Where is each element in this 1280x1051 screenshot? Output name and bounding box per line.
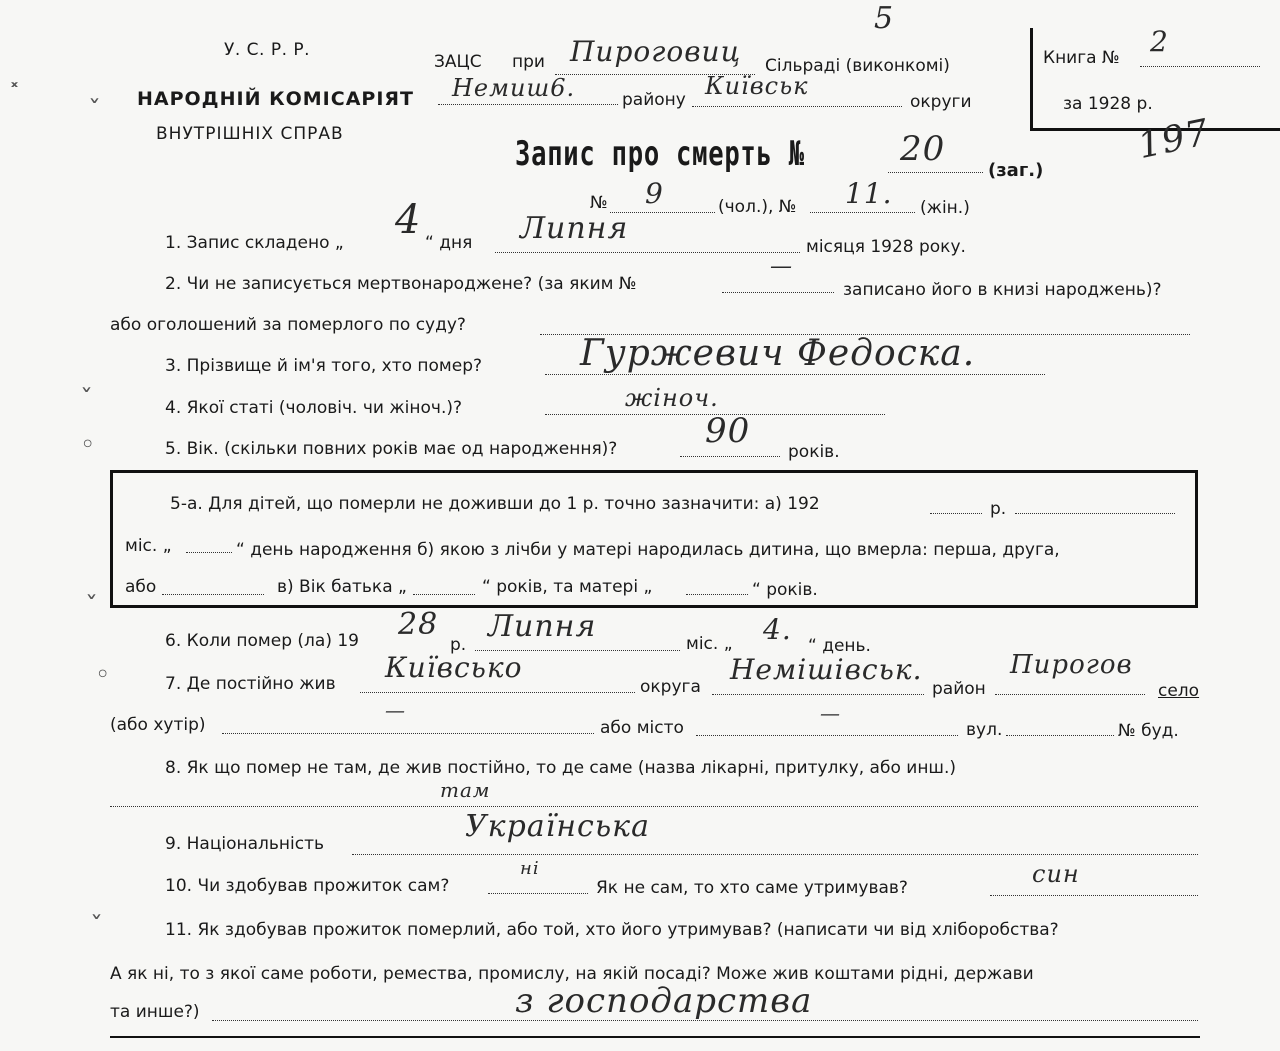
zags-prefix: ЗАЦС [434,52,482,72]
field-3-value-handwritten: Гуржевич Федоска. [580,333,976,374]
field-7b-misto: або місто [600,718,684,738]
book-label: Книга № [1043,48,1120,68]
field-1-day-handwritten: 4 [395,197,422,243]
field-8-line [110,806,1198,807]
field-7b-line [222,733,594,734]
field-1-end: місяця 1928 року. [806,237,966,257]
district-label: району [622,90,686,110]
punch-mark: ˇ [85,592,98,622]
field-7b-dash2: — [820,701,841,725]
field-7-label: 7. Де постійно жив [165,674,336,694]
field-3-label: 3. Прізвище й ім'я того, хто помер? [165,356,483,376]
field-9-line [352,854,1198,855]
field-7b-vul: вул. [966,720,1003,740]
field-10-label: 10. Чи здобував прожиток сам? [165,876,450,896]
male-count-handwritten: 9 [645,177,664,210]
district-handwritten: Немиш6. [452,74,576,102]
department-label: ВНУТРІШНІХ СПРАВ [156,124,344,144]
book-year: за 1928 р. [1063,94,1153,114]
field-11-line2: А як ні, то з якої саме роботи, ремества, промислу, на якій посаді? Може жив коштами рідні, держави [110,964,1034,984]
field-5a-line3b: в) Вік батька „ [277,577,407,597]
female-count-handwritten: 11. [845,177,893,210]
field-6-mis: міс. „ [686,634,733,654]
field-7b-bud: № буд. [1118,721,1179,741]
field-5a-line1-tail [1015,513,1175,514]
field-5a-line3d: “ років. [752,580,818,600]
punch-mark: ˇ [88,96,101,126]
field-3-line [545,374,1045,375]
field-5-end: років. [788,442,840,462]
field-10-value-handwritten: ні [520,858,540,879]
field-2b-label: або оголошений за померлого по суду? [110,315,466,335]
book-number-line [1140,66,1260,67]
field-6-month-handwritten: Липня [488,609,597,644]
field-11-line3: та инше?) [110,1002,200,1022]
book-number-handwritten: 2 [1150,25,1169,58]
record-title: Запис про смерть № [515,134,805,174]
field-4-label: 4. Якої статі (чоловіч. чи жіноч.)? [165,398,463,418]
okrug-handwritten: Київськ [705,72,809,100]
field-5a-line1: 5-а. Для дітей, що померли не доживши до 1 р. точно зазначити: а) 192 [170,494,820,514]
no-label: № [590,193,608,213]
zags-suffix: Сільраді (виконкомі) [765,56,950,76]
field-1-month-handwritten: Липня [520,211,629,246]
field-5a-line3a: або [125,577,157,597]
field-2-end: записано його в книзі народжень)? [843,280,1162,300]
field-5a-month-line [186,552,232,553]
field-7-rayon-label: район [932,679,986,699]
field-5a-line2b: “ день народження б) якою з лічби у матері народилась дитина, що вмерла: перша, друга, [236,540,1060,560]
punch-mark: ˇ [90,912,103,942]
punch-mark: ˟ [8,80,21,110]
field-9-label: 9. Національність [165,834,325,854]
male-label: (чол.), № [718,197,797,217]
female-label: (жін.) [920,198,970,218]
field-6-end: “ день. [808,636,871,656]
field-5-line [680,456,780,457]
field-9-value-handwritten: Українська [465,809,650,844]
field-5a-year-line [930,513,982,514]
record-number-handwritten: 20 [900,129,946,169]
field-5a-father-line [413,594,475,595]
child-box [110,470,1198,608]
field-2-line [722,292,834,293]
female-count-line [810,212,915,213]
okrug-label: округи [910,92,972,112]
field-7-selo-handwritten: Пирогов [1010,650,1133,680]
okrug-line [692,106,902,107]
field-7-rayon-line [712,694,924,695]
commissariat-label: НАРОДНІЙ КОМІСАРІЯТ [137,88,414,110]
field-6-label: 6. Коли помер (ла) 19 [165,631,359,651]
field-10-line2 [990,895,1198,896]
punch-mark: ˇ [80,385,93,415]
field-7-selo-label: село [1158,681,1200,701]
field-10-mid: Як не сам, то хто саме утримував? [596,878,908,898]
field-7-okrug-handwritten: Київсько [385,651,523,684]
field-8-value-handwritten: там [440,778,491,802]
field-11-line1: 11. Як здобував прожиток померлий, або той, хто його утримував? (написати чи від хліборобства? [165,920,1059,940]
field-4-value-handwritten: жіноч. [625,384,719,412]
field-7-okrug-line [360,692,635,693]
punch-mark: ◦ [95,660,111,690]
punch-mark: ◦ [80,430,96,460]
field-7b-label: (або хутір) [110,715,206,735]
field-7-rayon-handwritten: Немішівськ. [730,653,923,686]
field-1-label: 1. Запис складено „ [165,233,344,253]
record-suffix: (заг.) [988,160,1044,181]
field-1-month-line [495,252,800,253]
field-6-r: р. [450,635,467,655]
field-5a-other-line [162,594,264,595]
bottom-rule [110,1036,1200,1038]
field-6-day-handwritten: 4. [763,613,792,646]
field-5-label: 5. Вік. (скільки повних років має од народження)? [165,439,618,459]
district-line [438,104,618,105]
corner-mark-handwritten: 197 [1134,112,1214,168]
zags-village-handwritten: Пироговиц [570,35,742,68]
field-6-year-handwritten: 28 [398,607,439,642]
field-5a-mother-line [686,594,748,595]
field-5-value-handwritten: 90 [705,411,751,451]
republic-label: У. С. Р. Р. [224,40,311,60]
top-number-handwritten: 5 [874,1,895,36]
record-number-line [888,172,983,173]
field-10-value2-handwritten: син [1032,860,1080,888]
field-7-selo-line [995,694,1145,695]
field-8-label: 8. Як що помер не там, де жив постійно, то де саме (назва лікарні, притулку, або инш.) [165,758,957,778]
field-1-mid: “ дня [425,233,473,253]
field-7b-misto-line [696,735,958,736]
field-7b-dash: — [385,698,406,722]
field-5a-line2a: міс. „ [125,536,172,556]
field-11-line [212,1020,1198,1021]
field-5a-line3c: “ років, та матері „ [482,577,653,597]
field-2-value-handwritten: — [770,254,793,279]
zags-at: при [512,52,545,72]
field-10-line [488,893,588,894]
field-2-label: 2. Чи не записується мертвонароджене? (за яким № [165,274,637,294]
field-5a-line1-end: р. [990,499,1007,519]
field-11-value-handwritten: з господарства [515,981,813,1021]
field-7-okrug-label: округа [640,677,701,697]
field-7b-vul-line [1006,735,1114,736]
